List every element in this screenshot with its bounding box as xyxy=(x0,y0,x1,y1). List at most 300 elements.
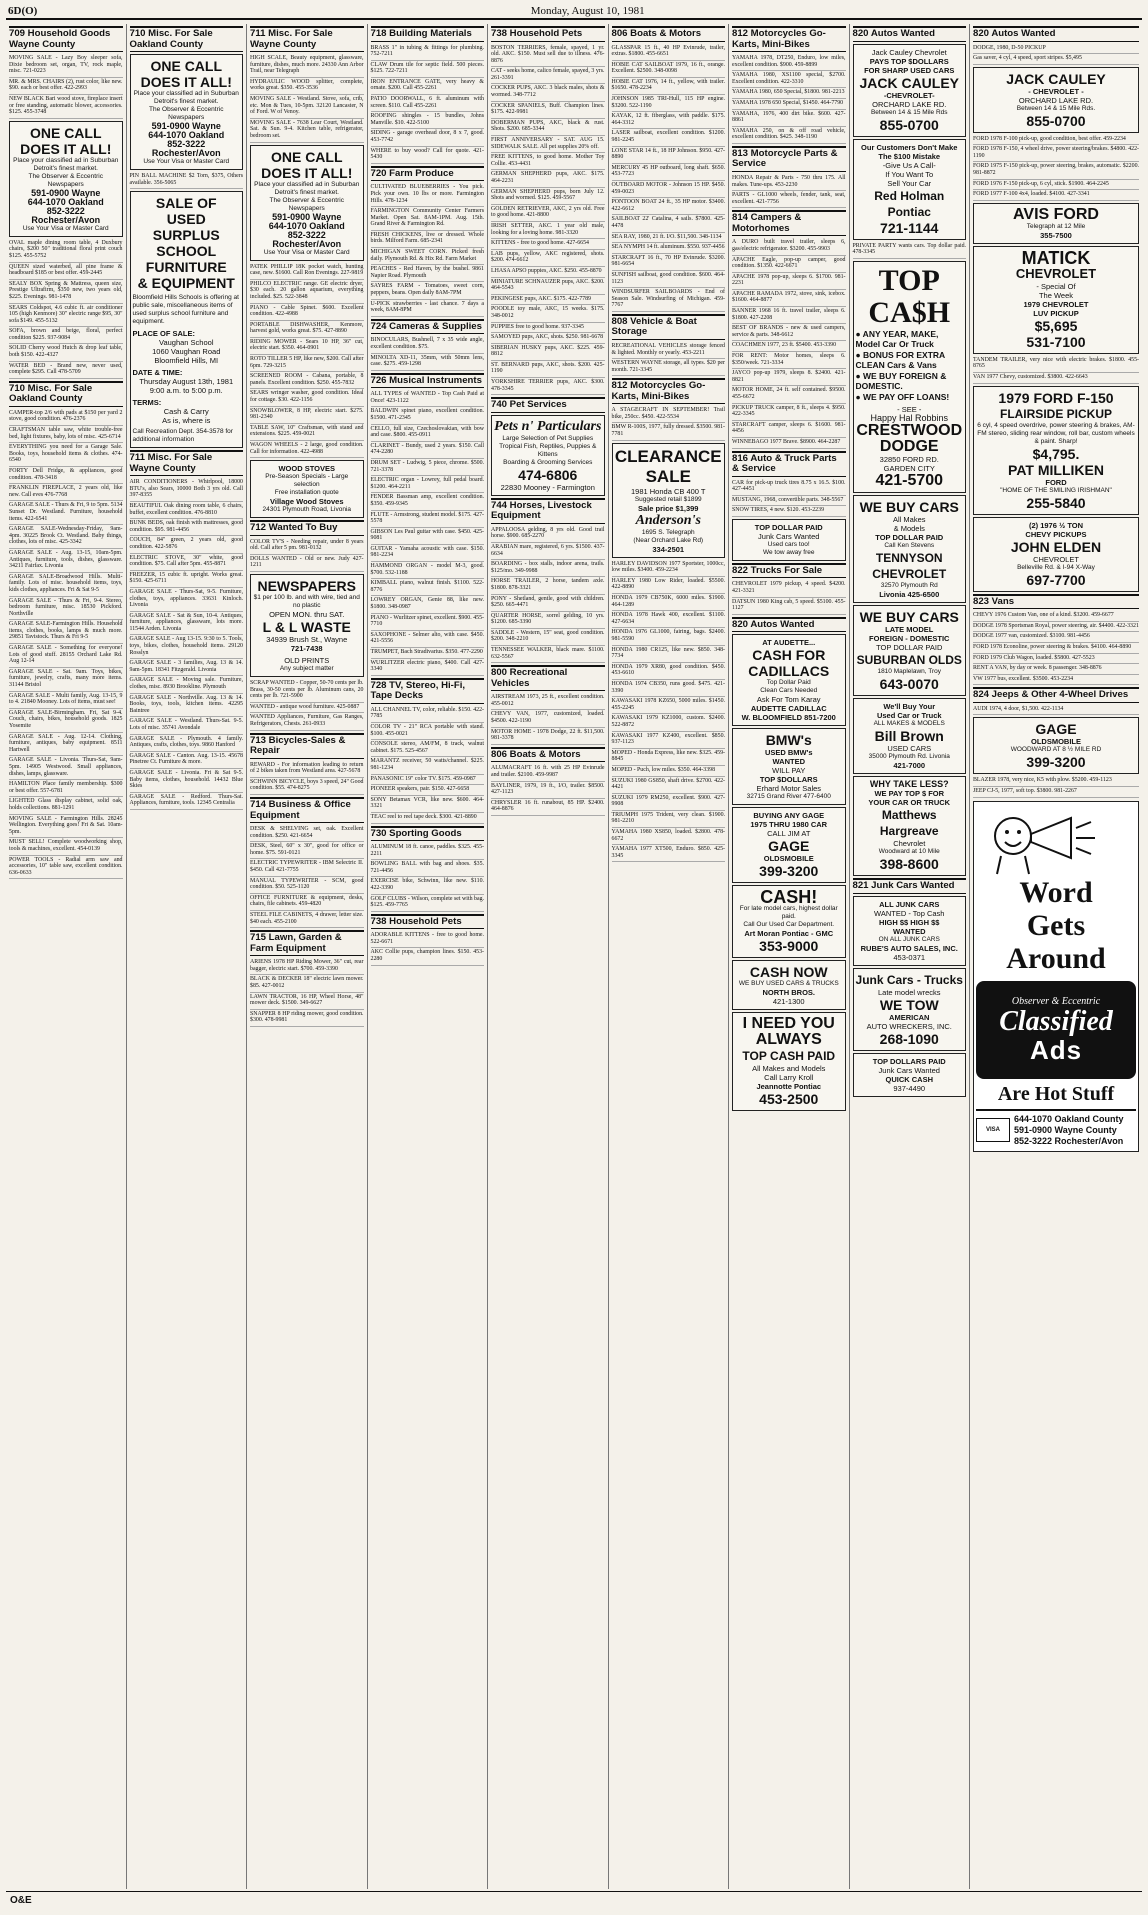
classified-ad: GARAGE SALE - Sat. 9am. Toys, bikes, furniture, jewelry, crafts, many more items. 31144 Bristol xyxy=(9,668,123,692)
ad-list xyxy=(371,336,485,370)
promo-phones xyxy=(976,1109,1136,1147)
classified-ad: HONDA 1979 XR80, good condition. $450. 453-6610 xyxy=(612,663,726,680)
classified-ad: BAYLINER, 1979, 19 ft., I/O, trailer. $8500. 427-1123 xyxy=(491,782,605,799)
classified-ad: YAMAHA 1980 XS850, loaded. $2800. 478-6672 xyxy=(612,828,726,845)
classified-ad: GARAGE SALE - Northville. Aug. 13 & 14. Books, toys, tools, kitchen items. 42295 Baintree xyxy=(130,694,244,718)
credit-card-icon: VISA xyxy=(976,1118,1010,1142)
classified-ad: PATIO DOORWALL, 6 ft. aluminum with screen. $110. Call 455-2261 xyxy=(371,95,485,112)
classified-ad: FORD 1976 F-150 pick-up, 6 cyl, stick. $1900. 464-2245 xyxy=(973,180,1139,191)
classified-ad: HIGH SCALE, Beauty equipment, glassware, furniture, dishes, much more. 24330 Ann Arbor Trail, near Telegraph xyxy=(250,54,364,78)
classified-ad: SIBERIAN HUSKY pups, AKC. $225. 459-8812 xyxy=(491,344,605,361)
classified-ad: A DURO built travel trailer, sleeps 6, gas/electric refrigerator. $3200. 455-9903 xyxy=(732,238,846,255)
classified-ad: HONDA 1978 Hawk 400, excellent. $1100. 427-6634 xyxy=(612,611,726,628)
classified-ad: LASER sailboat, excellent condition. $1200. 981-2245 xyxy=(612,129,726,146)
classified-ad: PEKINGESE pups, AKC. $175. 422-7789 xyxy=(491,295,605,306)
suburban-olds-ad: WE BUY CARS LATE MODEL FOREIGN - DOMESTIC TOP DOLLAR PAID SUBURBAN OLDS 1810 Maplelawn, Troy 643-0070 xyxy=(853,605,967,696)
category-heading: 820 Autos Wanted xyxy=(732,617,846,633)
classified-ad: A STAGECRAFT IN SEPTEMBER! Trail bike, 250cc. $450. 422-5534 xyxy=(612,406,726,423)
classified-ad: LAB pups, yellow, AKC registered, shots. $200. 474-6612 xyxy=(491,250,605,267)
ad-list xyxy=(612,44,726,312)
classified-ad: MOPED - Honda Express, like new. $325. 459-8845 xyxy=(612,749,726,766)
classified-ad: Gas saver, 4 cyl, 4 speed, sport stripes. $5,495 xyxy=(973,54,1139,65)
ad-list xyxy=(732,238,846,448)
classified-ad: GARAGE SALE - 3 families, Aug. 13 & 14. 9am-5pm. 18341 Fitzgerald. Livonia xyxy=(130,659,244,676)
category-heading: 713 Bicycles-Sales & Repair xyxy=(250,733,364,759)
classified-ad: PIN BALL MACHINE $2 Torn, $375, Others available. 356-5065 xyxy=(130,172,244,189)
footer-mark: O&E xyxy=(10,1895,32,1906)
classified-ad: TABLE SAW, 10" Craftsman, with stand and extensions. $225. 459-0021 xyxy=(250,424,364,441)
classified-ad: CAR for pick-up truck tires 8.75 x 16.5. $100. 427-4451 xyxy=(732,479,846,496)
classified-ad: LIGHTED Glass display cabinet, solid oak, holds collections. 881-1291 xyxy=(9,797,123,814)
category-heading: 814 Campers & Motorhomes xyxy=(732,210,846,236)
classified-ad: SAILBOAT 22' Catalina, 4 sails. $7800. 425-4478 xyxy=(612,215,726,232)
classified-ad: ALL CHANNEL TV, color, reliable. $150. 422-7785 xyxy=(371,706,485,723)
category-heading: 812 Motorcycles Go-Karts, Mini-Bikes xyxy=(732,26,846,52)
classified-ad: POWER TOOLS - Radial arm saw and accessories, 10" table saw, excellent condition. 636-0633 xyxy=(9,856,123,880)
cartoon-megaphone-icon xyxy=(981,806,1131,876)
classified-ad: HONDA 1980 CR125, like new. $850. 348-7734 xyxy=(612,646,726,663)
promo-around: Around xyxy=(1006,941,1106,975)
ad-list xyxy=(491,764,605,816)
classified-ad: HAMILTON Place family membership. $300 or best offer. 557-6781 xyxy=(9,780,123,797)
ad-list xyxy=(732,580,846,614)
classified-ad: COLOR TV - 21" RCA portable with stand. $100. 455-0021 xyxy=(371,723,485,740)
column-2 xyxy=(127,24,248,1889)
classified-ad: KIMBALL piano, walnut finish. $1100. 522-8776 xyxy=(371,579,485,596)
category-heading: 718 Building Materials xyxy=(371,26,485,42)
classified-ad: FORD 1977 F-100 4x4, loaded. $4100. 427-3341 xyxy=(973,190,1139,201)
promo-word: Word xyxy=(1019,875,1093,909)
classified-ad: KITTENS - free to good home. 427-6654 xyxy=(491,239,605,250)
classified-ad: MOTOR HOME - 1978 Dodge, 22 ft. $11,500. 981-3378 xyxy=(491,728,605,745)
column-1 xyxy=(6,24,127,1889)
classified-ad: FORD 1978 Econoline, power steering & brakes. $4100. 464-8890 xyxy=(973,643,1139,654)
classified-ad: KAWASAKI 1977 KZ400, excellent. $850. 937-1123 xyxy=(612,732,726,749)
classified-ad: YAMAHA 1978 650 Special, $1450. 464-7790 xyxy=(732,99,846,110)
classified-ad: ELECTRIC organ - Lowrey, full pedal board. $1200. 464-2211 xyxy=(371,476,485,493)
classified-ad: BLACK & DECKER 18" electric lawn mower. $85. 427-0012 xyxy=(250,975,364,992)
classified-ad: GLASSPAR 15 ft., 40 HP Evinrude, trailer, extras. $1800. 455-6651 xyxy=(612,44,726,61)
classified-ad: U-PICK strawberries - last chance. 7 days a week, 8AM-8PM xyxy=(371,300,485,317)
classified-ad: QUEEN sized waterbed, all pine frame & headboard $185 or best offer. 459-2445 xyxy=(9,263,123,280)
category-heading: 816 Auto & Truck Parts & Service xyxy=(732,451,846,477)
classified-ad: HARLEY 1980 Low Rider, loaded. $5500. 422-8890 xyxy=(612,577,726,594)
category-heading: 812 Motorcycles Go-Karts, Mini-Bikes xyxy=(612,378,726,404)
classified-ad: JEEP CJ-5, 1977, soft top. $3800. 981-2267 xyxy=(973,787,1139,798)
page-date: Monday, August 10, 1981 xyxy=(530,5,645,17)
classified-ad: GARAGE SALE - Aug. 12-14. Clothing, furniture, antiques, baby equipment. 8511 Hartwell xyxy=(9,733,123,757)
phone-wayne: 591-0900 Wayne County xyxy=(1014,1124,1117,1135)
school-surplus-sale-ad: SALE OF USED SURPLUS SCHOOL FURNITURE & EQUIPMENT Bloomfield Hills Schools is offering at public sale, miscellaneous items of used surplus school furniture and equipment. PLACE OF SALE: Vaughan School 1060 Vaughan Road Bloomfield Hills, MI DATE & TIME: Thursday August 13th, 1981 9:00 a.m. to 5:00 p.m. TERMS: Cash & Carry As is, where is Call Recreation Dept. 354-3578 for additional information xyxy=(130,191,244,448)
column-4 xyxy=(368,24,489,1889)
classified-ad: QUARTER HORSE, sorrel gelding, 10 yrs. $1200. 685-3390 xyxy=(491,612,605,629)
column-7 xyxy=(729,24,850,1889)
classified-ad: WURLITZER electric piano, $400. Call 427-3340 xyxy=(371,659,485,676)
classified-ad: GARAGE SALE - Livonia. Thurs-Sat, 9am-5pm. 14905 Westwood. Small appliances, dishes, lamps, glassware. xyxy=(9,756,123,780)
classified-ad: POODLE toy male, AKC, 15 weeks. $175. 348-0012 xyxy=(491,305,605,322)
classified-ad: GARAGE SALE - Something for everyone! Lots of good stuff. 28155 Orchard Lake Rd. Aug 12-14 xyxy=(9,644,123,668)
ad-list xyxy=(371,706,485,824)
ad-list xyxy=(732,54,846,144)
classified-ad: COCKER PUPS, AKC. 3 black males, shots & wormed. 348-7712 xyxy=(491,84,605,101)
classified-ad: FRESH CHICKENS, live or dressed. Whole birds. Milford Farm. 685-2341 xyxy=(371,231,485,248)
classified-ad: PONY - Shetland, gentle, good with children. $250. 665-4471 xyxy=(491,595,605,612)
ad-list xyxy=(973,135,1139,201)
classified-ad: JAYCO pop-up 1979, sleeps 8. $2400. 421-8821 xyxy=(732,369,846,386)
classified-ad: DOBERMAN PUPS, AKC, black & rust. Shots. $200. 685-3344 xyxy=(491,119,605,136)
classified-ad: DRUM SET - Ludwig, 5 piece, chrome. $500. 721-3378 xyxy=(371,459,485,476)
category-heading: 724 Cameras & Supplies xyxy=(371,319,485,335)
classified-ad: TEAC reel to reel tape deck. $300. 421-8890 xyxy=(371,813,485,824)
category-heading: 824 Jeeps & Other 4-Wheel Drives xyxy=(973,687,1139,703)
rubes-auto-ad: ALL JUNK CARS WANTED - Top Cash HIGH $$ HIGH $$ WANTED ON ALL JUNK CARS RUBE'S AUTO SALES, INC. 453-0371 xyxy=(853,896,967,966)
classified-ad: BMW R-100S, 1977, fully dressed. $3500. 981-7781 xyxy=(612,423,726,440)
classified-ad: KAWASAKI 1978 KZ650, 5000 miles. $1450. 455-2245 xyxy=(612,697,726,714)
classified-ad: PRIVATE PARTY wants cars. Top dollar paid. 478-3345 xyxy=(853,242,967,259)
classified-ad: GARAGE SALE - Multi family, Aug. 13-15, 9 to 4. 21840 Mooney. Lots of items, must see! xyxy=(9,692,123,709)
classified-ad: ALUMACRAFT 16 ft. with 25 HP Evinrude and trailer. $2100. 459-9987 xyxy=(491,764,605,781)
category-heading: 738 Household Pets xyxy=(371,914,485,930)
one-call-display-ad: ONE CALL DOES IT ALL! Place your classified ad in Suburban Detroit's finest market. The Observer & Eccentric Newspapers 591-0900 Wayne 644-1070 Oakland 852-3222 Rochester/Avon Use Your Visa or Master Card xyxy=(130,54,244,170)
classified-ad: AKC Collie pups, champion lines. $150. 453-2280 xyxy=(371,948,485,965)
classified-ad: FORTY Dell Fridge, & appliances, good condition. 478-3418 xyxy=(9,467,123,484)
classified-ad: GARAGE SALE - Livonia. Fri & Sat 9-5. Baby items, clothes, household. 14432 Blue Skies xyxy=(130,769,244,793)
category-heading: 726 Musical Instruments xyxy=(371,373,485,389)
classified-ad: PIANO - Cable Spinet. $600. Excellent condition. 422-4988 xyxy=(250,304,364,321)
one-call-display-ad: ONE CALL DOES IT ALL! Place your classified ad in Suburban Detroit's finest market. The Observer & Eccentric Newspapers 591-0900 Wayne 644-1070 Oakland 852-3222 Rochester/Avon Use Your Visa or Master Card xyxy=(250,145,364,261)
classified-ad: ST. BERNARD pups, AKC, shots. $200. 425-1190 xyxy=(491,361,605,378)
classified-ad: GERMAN SHEPHERD pups, AKC. $175. 464-2231 xyxy=(491,170,605,187)
classified-ad: MOVING SALE - 7638 Lear Court, Westland. Sat. & Sun. 9-4. Kitchen table, refrigerator, bedroom set. xyxy=(250,119,364,143)
classified-ad: FARMINGTON Community Center Farmers Market. Open Sat. 8AM-1PM. Aug. 15th. Grand River & Farmington Rd. xyxy=(371,207,485,231)
phone-rochester: 852-3222 Rochester/Avon xyxy=(1014,1135,1124,1146)
classified-ad: GARAGE SALE - Aug. 13-15, 10am-5pm. Antiques, furniture, tools, dishes, glassware. 34211 Fairfax. Livonia xyxy=(9,549,123,573)
classified-ad: BLAZER 1978, very nice, K5 with plow. $5200. 459-1123 xyxy=(973,776,1139,787)
phone-oakland: 644-1070 Oakland County xyxy=(1014,1113,1124,1124)
classified-ad: SAYRES FARM - Tomatoes, sweet corn, peppers, beans. Open daily 8AM-7PM xyxy=(371,282,485,299)
category-heading: 808 Vehicle & Boat Storage xyxy=(612,314,726,340)
classified-ad: WINNEBAGO 1977 Brave. $8900. 464-2287 xyxy=(732,438,846,449)
classified-ad: SEA NYMPH 14 ft. aluminum. $550. 937-4456 xyxy=(612,243,726,254)
column-9 xyxy=(970,24,1142,1889)
classified-ad: WESTERN WAYNE storage, all types. $20 per month. 721-3345 xyxy=(612,359,726,376)
classified-ad: GARAGE SALE-Broadwood Hills. Multi-family. Lots of misc. household items, toys, kids clothes, appliances. Fri & Sat 9-5 xyxy=(9,573,123,597)
page-number: 6D(O) xyxy=(8,5,38,17)
i-need-you-ad: I NEED YOU ALWAYS TOP CASH PAID All Makes and Models Call Larry Kroll Jeannotte Pontiac 453-2500 xyxy=(732,1012,846,1111)
ad-list xyxy=(732,479,846,517)
classified-ad: LOWREY ORGAN, Genie 88, like new. $1800. 348-0987 xyxy=(371,596,485,613)
classified-ad: DOLLS WANTED - Old or new. Judy 427-1211 xyxy=(250,555,364,572)
classified-ad: PORTABLE DISHWASHER, Kenmore, harvest gold, works great. $75. 427-8890 xyxy=(250,321,364,338)
category-heading: 715 Lawn, Garden & Farm Equipment xyxy=(250,930,364,956)
ad-list xyxy=(973,611,1139,685)
classified-ad: BINOCULARS, Bushnell, 7 x 35 wide angle, excellent condition. $75. xyxy=(371,336,485,353)
classified-ad: MOPED - Puch, low miles. $350. 464-3398 xyxy=(612,766,726,777)
ad-list xyxy=(130,478,244,810)
classified-ad: CLARINET - Bundy, used 2 years. $150. Call 474-2280 xyxy=(371,442,485,459)
matick-chevrolet-ad: MATICK CHEVROLET - Special Of The Week 1979 CHEVROLET LUV PICKUP $5,695 531-7100 xyxy=(973,246,1139,354)
ad-list xyxy=(491,693,605,745)
classified-ad: AUDI 1974, 4 door, $1,500. 422-1134 xyxy=(973,705,1139,716)
classified-ad: RENT A VAN, by day or week. 8 passenger. 348-8876 xyxy=(973,664,1139,675)
classified-ad: CAT - seeks home, calico female, spayed, 3 yrs. 261-3391 xyxy=(491,67,605,84)
category-heading: 820 Autos Wanted xyxy=(973,26,1139,42)
category-heading: 806 Boats & Motors xyxy=(612,26,726,42)
classified-ad: FREEZER, 15 cubic ft. upright. Works great. $150. 425-6711 xyxy=(130,571,244,588)
classified-ad: ARIENS 1978 HP Riding Mower, 36" cut, rear bagger, electric start. $700. 459-3390 xyxy=(250,958,364,975)
classified-promo-ad xyxy=(973,801,1139,1152)
promo-tagline: Are Hot Stuff xyxy=(997,1082,1115,1105)
ad-list xyxy=(732,174,846,208)
classified-ad: SAXOPHONE - Selmer alto, with case. $450. 421-5556 xyxy=(371,631,485,648)
category-heading: 823 Vans xyxy=(973,594,1139,610)
quick-cash-junk-ad: TOP DOLLARS PAID Junk Cars Wanted QUICK CASH 937-4490 xyxy=(853,1053,967,1097)
category-heading: 711 Misc. For Sale Wayne County xyxy=(130,450,244,476)
classified-ad: HONDA 1974 CB350, runs good. $475. 421-3390 xyxy=(612,680,726,697)
column-3 xyxy=(247,24,368,1889)
classified-ad: VAN 1977 Chevy, customized. $3800. 422-6643 xyxy=(973,373,1139,384)
category-heading: 738 Household Pets xyxy=(491,26,605,42)
classified-ad: YAMAHA, 1976, 400 dirt bike. $600. 427-8861 xyxy=(732,110,846,127)
classified-ad: ROOFING shingles - 15 bundles, Johns Manville. $10. 422-5100 xyxy=(371,112,485,129)
promo-gets: Gets xyxy=(1026,908,1086,942)
classified-ad: HORSE TRAILER, 2 horse, tandem axle. $1800. 878-3321 xyxy=(491,577,605,594)
classified-ad: DATSUN 1980 King cab, 5 speed. $5100. 455-1127 xyxy=(732,598,846,615)
classified-ad: HONDA 1979 CB750K, 6000 miles. $1900. 464-1289 xyxy=(612,594,726,611)
category-heading: 709 Household Goods Wayne County xyxy=(9,26,123,52)
classified-ad: PHILCO ELECTRIC range. GE electric dryer, $30 each. 20 gallon aquarium, everything included. $25. 522-3848 xyxy=(250,280,364,304)
top-cash-crestwood-ad: TOP CA$H ● ANY YEAR, MAKE, Model Car Or Truck ● BONUS FOR EXTRA CLEAN Cars & Vans ● WE BUY FOREIGN & DOMESTIC. ● WE PAY OFF LOANS! - SEE - Happy Hal Robbins CRESTWOOD DODGE 32850 FORD RD. GARDEN CITY 421-5700 xyxy=(853,261,967,494)
classified-ad: WANTED Appliances, Furniture, Gas Ranges, Refrigerators, Chests. 261-0933 xyxy=(250,713,364,730)
classified-ad: CAMPER-top 2/6 with pads at $150 per yard 2 stove, good condition. 476-2376 xyxy=(9,409,123,426)
clearance-sale-ad: CLEARANCE SALE 1981 Honda CB 400 T Suggested retail $1899 Sale price $1,399 Anderson's 1695 S. Telegraph (Near Orchard Lake Rd) 334-2501 xyxy=(612,443,726,558)
classified-ad: BEST OF BRANDS - new & used campers, service & parts. 348-6612 xyxy=(732,324,846,341)
classified-ad: SNOWBLOWER, 8 HP, electric start. $275. 981-2340 xyxy=(250,407,364,424)
classified-ad: IRISH SETTER, AKC. 1 year old male, looking for a loving home. 981-3320 xyxy=(491,222,605,239)
classified-ad: CONSOLE stereo, AM/FM, 8 track, walnut cabinet. $175. 525-4567 xyxy=(371,740,485,757)
classified-ad: ELECTRIC STOVE, 30" white, good condition. $75. Call after 5pm. 455-8871 xyxy=(130,554,244,571)
category-heading: 712 Wanted To Buy xyxy=(250,520,364,536)
classified-ad: BRASS 1" in tubing & fittings for plumbing. 752-7211 xyxy=(371,44,485,61)
classified-ad: MR. & MRS. CHAIRS (2), rust color, like new. $90. each or best offer. 422-2993 xyxy=(9,78,123,95)
classified-ad: BALDWIN spinet piano, excellent condition. $1500. 471-2345 xyxy=(371,407,485,424)
classified-ad: HOBIE CAT 1976, 14 ft., yellow, with trailer. $1650. 478-2234 xyxy=(612,78,726,95)
classified-ad: GIBSON Les Paul guitar with case. $450. 425-9081 xyxy=(371,528,485,545)
jack-cauley-ad: Jack Cauley Chevrolet PAYS TOP $DOLLARS FOR SHARP USED CARS JACK CAULEY -CHEVROLET- ORCHARD LAKE RD. Between 14 & 15 Mile Rds 855-0700 xyxy=(853,44,967,137)
classified-ad: ALUMINUM 18 ft. canoe, paddles. $325. 455-2211 xyxy=(371,843,485,860)
classified-ad: RECREATIONAL VEHICLES storage fenced & lighted. Monthly or yearly. 453-2211 xyxy=(612,342,726,359)
category-heading: 714 Business & Office Equipment xyxy=(250,797,364,823)
gage-oldsmobile-ad: GAGE OLDSMOBILE WOODWARD AT 8 ½ MILE RD 399-3200 xyxy=(973,717,1139,774)
classified-ad: MINIATURE SCHNAUZER pups, AKC. $200. 464-5543 xyxy=(491,278,605,295)
classified-ad: PARTS - GL1000 wheels, fender, tank, seat, excellent. 421-7756 xyxy=(732,191,846,208)
classified-ad: STARCRAFT 16 ft., 70 HP Evinrude. $3200. 981-6654 xyxy=(612,254,726,271)
classified-ad: MINOLTA XD-11, 35mm, with 50mm lens, case. $275. 459-1298 xyxy=(371,354,485,371)
classified-ad: YORKSHIRE TERRIER pups, AKC. $300. 478-3345 xyxy=(491,378,605,395)
classified-ad: ARABIAN mare, registered, 6 yrs. $1500. 437-6634 xyxy=(491,543,605,560)
classified-ad: GARAGE SALE - Westland. Thurs-Sat. 9-5. Lots of misc. 35741 Avondale xyxy=(130,717,244,734)
column-5 xyxy=(488,24,609,1889)
classified-ad: FRANKLIN FIREPLACE, 2 years old, like new. Call eves 476-7768 xyxy=(9,484,123,501)
tennyson-chevrolet-ad: WE BUY CARS All Makes & Models TOP DOLLAR PAID Call Ken Stevens TENNYSON CHEVROLET 32570 Plymouth Rd Livonia 425-6500 xyxy=(853,495,967,603)
ad-list xyxy=(371,931,485,965)
newspapers-wanted-ad: NEWSPAPERS $1 per 100 lb. and with wire, tied and no plastic OPEN MON. thru SAT. L & L WASTE 34939 Brush St., Wayne 721-7438 OLD PRINTS Any subject matter xyxy=(250,574,364,677)
category-heading: 720 Farm Produce xyxy=(371,166,485,182)
classified-ad: GARAGE SALE - Thurs & Fri, 9 to 5pm. 5134 Sunset Dr. Westland. Furniture, household items. 422-6541 xyxy=(9,501,123,525)
american-auto-wreckers-ad: Junk Cars - Trucks Late model wrecks WE TOW AMERICAN AUTO WRECKERS, INC. 268-1090 xyxy=(853,968,967,1051)
gage-buying-ad: BUYING ANY GAGE 1975 THRU 1980 CAR CALL JIM AT GAGE OLDSMOBILE 399-3200 xyxy=(732,807,846,883)
classified-ad: HYDRAULIC WOOD splitter, complete, works great. $350. 455-3536 xyxy=(250,78,364,95)
classified-ad: SCHWINN BICYCLE, boys 3 speed, 24" Good condition. $55. 474-8275 xyxy=(250,778,364,795)
classified-ad: FIRST ANNIVERSARY - SAT. AUG 15. SIDEWALK SALE. All pet supplies 20% off. xyxy=(491,136,605,153)
one-call-display-ad: ONE CALL DOES IT ALL! Place your classified ad in Suburban Detroit's finest market. The Observer & Eccentric Newspapers 591-0900 Wayne 644-1070 Oakland 852-3222 Rochester/Avon Use Your Visa or Master Card xyxy=(9,121,123,237)
wood-stoves-ad: WOOD STOVES Pre-Season Specials - Large selection Free installation quote Village Wood Stoves 24301 Plymouth Road, Livonia xyxy=(250,460,364,518)
classified-ad: SUZUKI 1980 GS850, shaft drive. $2700. 422-4421 xyxy=(612,777,726,794)
column-8 xyxy=(850,24,971,1889)
classified-ad: PONTOON BOAT 24 ft., 35 HP motor. $3400. 422-6612 xyxy=(612,198,726,215)
bmw-wanted-ad: BMW's USED BMW's WANTED WILL PAY TOP $DOLLARS Erhard Motor Sales 32715 Grand River 477-6400 xyxy=(732,728,846,805)
classified-ad: TRUMPET, Bach Stradivarius. $350. 477-2290 xyxy=(371,648,485,659)
classified-ad: CLAW Drum tile for septic field. 500 pieces. $125. 722-7211 xyxy=(371,61,485,78)
classified-ad: RIDING MOWER - Sears 10 HP, 36" cut, electric start. $350. 464-0901 xyxy=(250,338,364,355)
classified-ad: SCREENED ROOM - Cabana, portable, 8 panels. Excellent condition. $250. 455-7832 xyxy=(250,372,364,389)
classified-ad: BOWLING BALL with bag and shoes. $35. 721-4456 xyxy=(371,860,485,877)
cash-now-ad: CASH NOW WE BUY USED CARS & TRUCKS NORTH BROS. 421-1300 xyxy=(732,960,846,1010)
classified-ad: SADDLE - Western, 15" seat, good condition. $200. 348-2210 xyxy=(491,629,605,646)
classified-page xyxy=(6,4,1142,1909)
classified-ad: WHERE to buy wood? Call for quote. 421-5430 xyxy=(371,147,485,164)
classified-ad: SIDING - garage overhead door, 8 x 7, good. 453-7742 xyxy=(371,129,485,146)
classified-ad: MUSTANG, 1968, convertible parts. 348-5567 xyxy=(732,496,846,507)
classified-ad: PIANO - Wurlitzer spinet, excellent. $900. 455-7710 xyxy=(371,614,485,631)
classified-ad: PIONEER speakers, pair. $150. 427-6658 xyxy=(371,785,485,796)
ad-list xyxy=(250,679,364,731)
classified-ad: ADORABLE KITTENS - free to good home. 522-6671 xyxy=(371,931,485,948)
classified-ad: MOVING SALE - Westland. Stove, sofa, crib, etc. Mon & Tues, 10-5pm. 32120 Lancaster, N of Ford. W of Venoy. xyxy=(250,95,364,119)
category-heading: 820 Autos Wanted xyxy=(853,26,967,42)
bill-brown-ad: We'll Buy Your Used Car or Truck ALL MAKES & MODELS Bill Brown USED CARS 35000 Plymouth Rd. Livonia 421-7000 xyxy=(853,698,967,774)
ad-list xyxy=(9,54,123,119)
classified-ad: HAMMOND ORGAN - model M-3, good. $700. 532-1188 xyxy=(371,562,485,579)
classified-ad: COCKER SPANIELS, Buff. Champion lines. $175. 422-9981 xyxy=(491,102,605,119)
ad-list xyxy=(250,54,364,143)
classified-ad: YAMAHA 250, on & off road vehicle, excellent condition. $425. 348-1190 xyxy=(732,127,846,144)
category-heading: 806 Boats & Motors xyxy=(491,747,605,763)
classified-ad: DODGE, 1980, D-50 PICKUP xyxy=(973,44,1139,55)
classified-ad: SUNFISH sailboat, good condition. $600. 464-1123 xyxy=(612,271,726,288)
category-heading: 800 Recreational Vehicles xyxy=(491,665,605,691)
classified-ad: PEACHES - Red Haven, by the bushel. 9861 Napier Road. Plymouth xyxy=(371,265,485,282)
classified-ad: DODGE 1977 van, customized. $3100. 981-4456 xyxy=(973,632,1139,643)
classified-ad: LONE STAR 14 ft., 18 HP Johnson. $950. 427-8890 xyxy=(612,147,726,164)
classified-ad: FOR RENT: Motor homes, sleeps 6. $350/week. 721-3334 xyxy=(732,352,846,369)
classified-ad: GARAGE SALE - Sat & Sun, 10-4. Antiques, furniture, appliances, glassware, lots more. 11544 Arden. Livonia xyxy=(130,612,244,636)
classified-ad: SNOW TIRES, 4 new. $120. 453-2239 xyxy=(732,506,846,517)
classified-ad: SONY Betamax VCR, like new. $600. 464-3321 xyxy=(371,796,485,813)
classified-ad: BUNK BEDS, oak finish with mattresses, good condition. $95. 981-4456 xyxy=(130,519,244,536)
ad-list xyxy=(491,44,605,396)
classified-ad: COACHMEN 1977, 23 ft. $5400. 453-3390 xyxy=(732,341,846,352)
classified-ad: FREE KITTENS, to good home. Mother Toy Collie. 453-4431 xyxy=(491,153,605,170)
classified-ad: OVAL maple dining room table, 4 Duxbury chairs, $200 50" traditional floral print couch $125. 455-5752 xyxy=(9,239,123,263)
classified-ad: COLOR TV'S - Needing repair, under 8 years old. Call after 5 pm. 981-0132 xyxy=(250,538,364,555)
classified-ad: BOSTON TERRIERS, female, spayed, 1 yr. old. AKC. $150. Must sell due to illness. 476-8876 xyxy=(491,44,605,68)
page-header xyxy=(6,4,1142,20)
classified-ad: HOBIE CAT SAILBOAT 1979, 16 ft., orange. Excellent. $2500. 348-0098 xyxy=(612,61,726,78)
ad-list xyxy=(250,263,364,459)
classified-ad: APACHE 1978 pop-up, sleeps 6. $1700. 981-2231 xyxy=(732,273,846,290)
classified-ad: EXERCISE bike, Schwinn, like new. $110. 422-3390 xyxy=(371,877,485,894)
junk-cars-ad: TOP DOLLAR PAID Junk Cars Wanted Used cars too! We tow away free xyxy=(732,519,846,561)
audette-cadillac-ad: AT AUDETTE... CASH FOR CADILLACS Top Dollar Paid Clean Cars Needed Ask For Tom Karay AUDETTE CADILLAC W. BLOOMFIELD 851-7200 xyxy=(732,634,846,726)
ad-list xyxy=(371,843,485,912)
classified-ad: GARAGE SALE - Plymouth. 4 family. Antiques, crafts, clothes, toys. 9860 Hanford xyxy=(130,735,244,752)
ad-list xyxy=(371,44,485,164)
classified-ad: ELECTRIC TYPEWRITER - IBM Selectric II. $450. Call 421-7755 xyxy=(250,859,364,876)
category-heading: 728 TV, Stereo, Hi-Fi, Tape Decks xyxy=(371,678,485,704)
classified-ad: FENDER Bassman amp, excellent condition. $350. 459-9345 xyxy=(371,493,485,510)
classified-ad: SOLID Cherry wood Hutch & drop leaf table, both $150. 422-4327 xyxy=(9,344,123,361)
classified-ad: GARAGE SALE - Redford. Thurs-Sat. Appliances, furniture, tools. 12345 Centralia xyxy=(130,793,244,810)
classified-ad: KAWASAKI 1979 KZ1000, custom. $2400. 522-8872 xyxy=(612,714,726,731)
classified-ad: DESK & SHELVING set, oak. Excellent condition. $250. 421-6654 xyxy=(250,825,364,842)
art-moran-cash-ad: CASH! For late model cars, highest dollar paid. Call Our Used Car Department. Art Moran Pontiac - GMC 353-9000 xyxy=(732,885,846,958)
ad-list xyxy=(250,538,364,572)
ad-list xyxy=(973,776,1139,797)
category-heading: 710 Misc. For Sale Oakland County xyxy=(130,26,244,52)
classified-ad: SEA RAY, 1980, 21 ft. I/O. $11,500. 348-1134 xyxy=(612,233,726,244)
classified-ad: YAMAHA 1980, XS1100 special, $2700. Excellent condition. 422-3310 xyxy=(732,71,846,88)
classified-ad: TANDEM TRAILER, very nice with electric brakes. $1800. 455-8765 xyxy=(973,356,1139,373)
classified-ad: SOFA, brown and beige, floral, perfect condition $225. 937-9084 xyxy=(9,327,123,344)
classified-ad: REWARD - For information leading to return of 2 bikes taken from Westland area. 427-5678 xyxy=(250,761,364,778)
classified-ad: TENNESSEE WALKER, black mare. $1100. 632-5567 xyxy=(491,646,605,663)
classified-ad: JOHNSON 1985 TRI-Hull, 115 HP engine. $3200. 522-1190 xyxy=(612,95,726,112)
ad-list xyxy=(612,560,726,863)
category-heading: 710 Misc. For Sale Oakland County xyxy=(9,381,123,407)
classified-ad: IRON ENTRANCE GATE, very heavy & ornate. $200. Call 455-2261 xyxy=(371,78,485,95)
ad-list xyxy=(9,239,123,379)
classified-ad: WAGON WHEELS - 2 large, good condition. Call for information. 422-4988 xyxy=(250,441,364,458)
classified-ad: BANNER 1968 16 ft. travel trailer, sleeps 6. $1800. 427-2208 xyxy=(732,307,846,324)
classified-ad: APACHE RAMADA 1972, stove, sink, icebox. $1600. 464-8877 xyxy=(732,290,846,307)
classified-ad: STARCRAFT camper, sleeps 6. $1600. 981-4456 xyxy=(732,421,846,438)
classified-ad: WINDSURFER SAILBOARDS - End of Season Sale. Windsurfing of Michigan. 459-7767 xyxy=(612,288,726,312)
page-footer xyxy=(6,1891,1142,1909)
category-heading: 711 Misc. For Sale Wayne County xyxy=(250,26,364,52)
classified-ad: MARANTZ receiver, 50 watts/channel. $225. 981-1234 xyxy=(371,757,485,774)
classified-ad: PATEK PHILLIP 18K pocket watch, hunting case, new. $1600. Call Ron Evenings. 227-9819 xyxy=(250,263,364,280)
classified-ad: FORD 1978 F-150, 4 wheel drive, power steering/brakes. $4800. 422-1190 xyxy=(973,145,1139,162)
classified-ad: CULTIVATED BLUEBERRIES - You pick. Pick your own. 10 lbs or more. Farmington Hills. 478-1234 xyxy=(371,183,485,207)
classified-ad: CHEVROLET 1979 pickup, 4 speed. $4200. 421-3321 xyxy=(732,580,846,597)
classified-ad: YAMAHA 1978, DT250, Enduro, low miles, excellent condition. $900. 459-8899 xyxy=(732,54,846,71)
classified-ad: ALL TYPES of WANTED - Top Cash Paid at Once! 423-1122 xyxy=(371,390,485,407)
classified-ad: MOTOR HOME, 24 ft. self contained. $9500. 455-6672 xyxy=(732,386,846,403)
classified-ad: DESK, Steel, 60" x 30", good for office or home. $75. 591-0121 xyxy=(250,842,364,859)
classified-ad: ROTO TILLER 5 HP, like new, $200. Call after 6pm. 729-3215 xyxy=(250,355,364,372)
ad-list xyxy=(973,44,1139,65)
classified-ad: PICKUP TRUCK camper, 8 ft., sleeps 4. $950. 422-3345 xyxy=(732,404,846,421)
classified-ad: OFFICE FURNITURE & equipment, desks, chairs, file cabinets. 459-4820 xyxy=(250,894,364,911)
classified-ad: KAYAK, 12 ft. fiberglass, with paddle. $175. 464-3312 xyxy=(612,112,726,129)
ad-list xyxy=(491,526,605,664)
red-holman-ad: Our Customers Don't Make The $100 Mistake -Give Us A Call- If You Want To Sell Your Car Red Holman Pontiac 721-1144 xyxy=(853,139,967,240)
classified-ad: SEALY BOX Spring & Mattress, queen size, Prestige Ultrafirm, $350 new, two years old, $225. Evenings. 981-1478 xyxy=(9,280,123,304)
classified-ad: STEEL FILE CABINETS, 4 drawer, letter size. $40 each. 455-2100 xyxy=(250,911,364,928)
classified-ad: GERMAN SHEPHERD pups, born July 12. Shots and wormed. $125. 459-5567 xyxy=(491,188,605,205)
classified-ad: CELLO, full size, Czechoslovakian, with bow and case. $800. 455-0911 xyxy=(371,425,485,442)
